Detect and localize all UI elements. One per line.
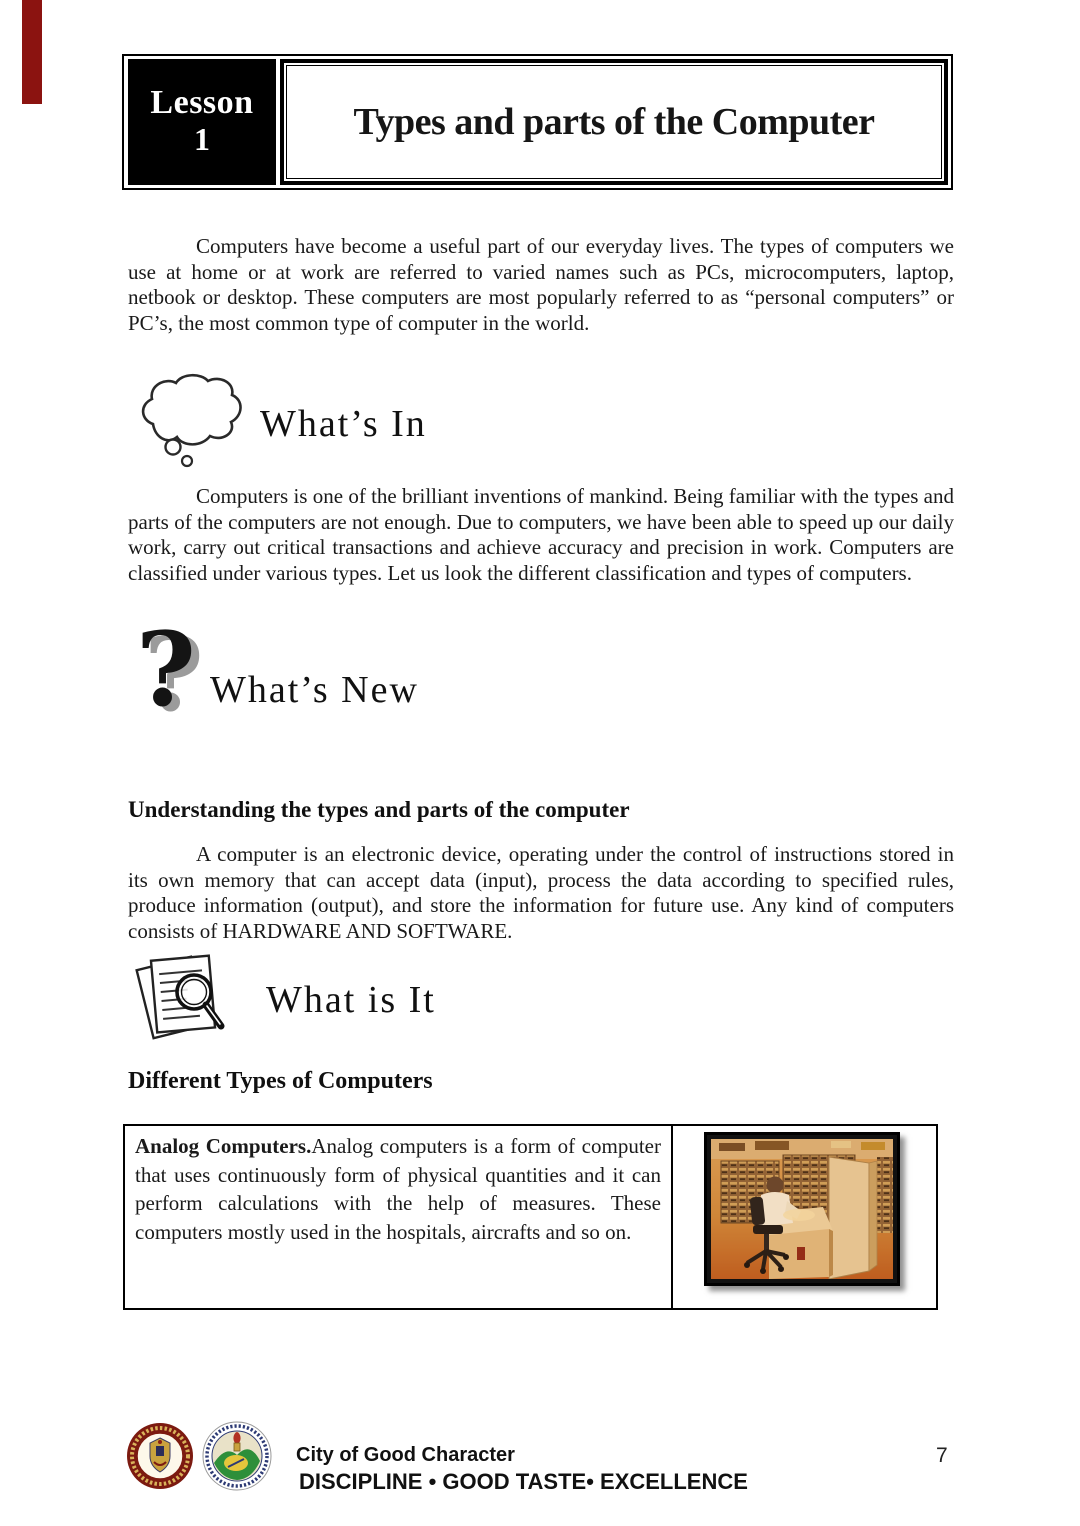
lesson-number: 1 [194, 120, 210, 157]
left-accent-stripe [22, 0, 42, 104]
lesson-title: Types and parts of the Computer [353, 101, 875, 143]
whats-in-title: What’s In [260, 403, 427, 445]
computer-types-table [123, 1124, 938, 1310]
analog-term: Analog Computers. [135, 1134, 312, 1158]
lesson-header [122, 54, 953, 190]
lesson-title-box [280, 59, 948, 185]
footer-motto-line1: City of Good Character [296, 1444, 515, 1466]
lesson-title-inner [286, 65, 942, 179]
understanding-heading: Understanding the types and parts of the computer [128, 797, 630, 822]
analog-computer-photo [704, 1132, 900, 1286]
intro-paragraph: Computers have become a useful part of our everyday lives. The types of computers we use at home or at work are referred to varied names such as PCs, microcomputers, laptop, netbook or desktop. These computers are most popularly referred to as “personal computers” or PC’s, the most common type of computer in the world. [128, 234, 954, 335]
thought-cloud-icon [131, 370, 249, 470]
whats-new-paragraph: A computer is an electronic device, operating under the control of instructions stored in its own memory that can accept data (input), process the data according to specified rules, produce information (output), and store the information for future use. Any kind of computers consists of HARDWARE AND SOFTWARE. [128, 842, 954, 943]
page-number: 7 [936, 1444, 948, 1467]
analog-photo-cell [673, 1126, 936, 1308]
question-mark-icon: ? [136, 610, 196, 730]
lesson-label: Lesson [150, 84, 254, 122]
school-seal-logo [126, 1422, 194, 1490]
document-search-icon [128, 948, 234, 1048]
marikina-city-seal-logo [202, 1421, 272, 1491]
whats-in-paragraph: Computers is one of the brilliant inventions of mankind. Being familiar with the types and parts of the computers are not enough. Due to computers, we have been able to speed up our daily work, carry out critical transactions and achieve accuracy and precision in work. Computers are classified under various types. Let us look the different classification and types of computers. [128, 484, 954, 585]
whats-new-title: What’s New [210, 669, 419, 711]
footer-motto-line2: DISCIPLINE • GOOD TASTE• EXCELLENCE [299, 1469, 748, 1494]
what-is-it-title: What is It [266, 979, 436, 1021]
analog-description-cell [125, 1126, 673, 1308]
analog-description: Analog computers is a form of computer that uses continuously form of physical quantities and it can perform calculations with the help of measures. These computers mostly used in the hospitals, aircrafts and so on. [135, 1134, 661, 1244]
lesson-badge [128, 59, 276, 182]
different-types-heading: Different Types of Computers [128, 1068, 433, 1094]
